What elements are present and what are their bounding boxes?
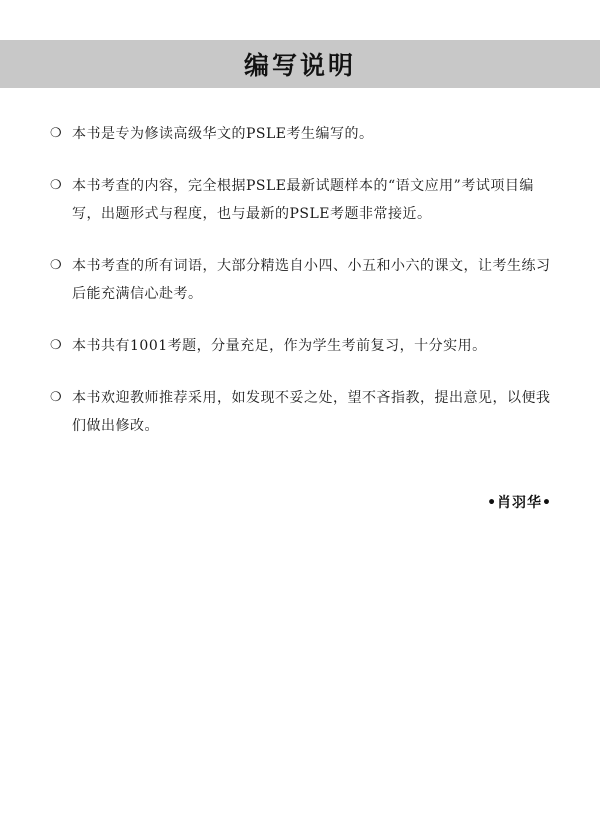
title-banner: [0, 40, 600, 88]
list-item-text: 本书共有1001考题，分量充足，作为学生考前复习，十分实用。: [72, 338, 487, 354]
list-item-text: 本书欢迎教师推荐采用，如发现不妥之处，望不吝指教，提出意见，以便我们做出修改。: [72, 390, 551, 434]
circle-bullet-icon: ❍: [50, 178, 62, 193]
list-item-text: 本书是专为修读高级华文的PSLE考生编写的。: [72, 126, 374, 142]
list-item: [50, 252, 560, 308]
circle-bullet-icon: ❍: [50, 390, 62, 405]
author-signature: •肖羽华•: [487, 495, 552, 511]
list-item-text: 本书考查的内容，完全根据PSLE最新试题样本的“语文应用”考试项目编写，出题形式与程度，也与最新的PSLE考题非常接近。: [72, 178, 534, 222]
list-item: [50, 332, 560, 360]
circle-bullet-icon: ❍: [50, 258, 62, 273]
list-item-text: 本书考查的所有词语，大部分精选自小四、小五和小六的课文，让考生练习后能充满信心赴考。: [72, 258, 551, 302]
list-item: [50, 120, 560, 148]
circle-bullet-icon: ❍: [50, 126, 62, 141]
list-item: [50, 384, 560, 440]
page-title: 编写说明: [243, 51, 356, 80]
instructions-list: [50, 120, 560, 464]
circle-bullet-icon: ❍: [50, 338, 62, 353]
list-item: [50, 172, 560, 228]
